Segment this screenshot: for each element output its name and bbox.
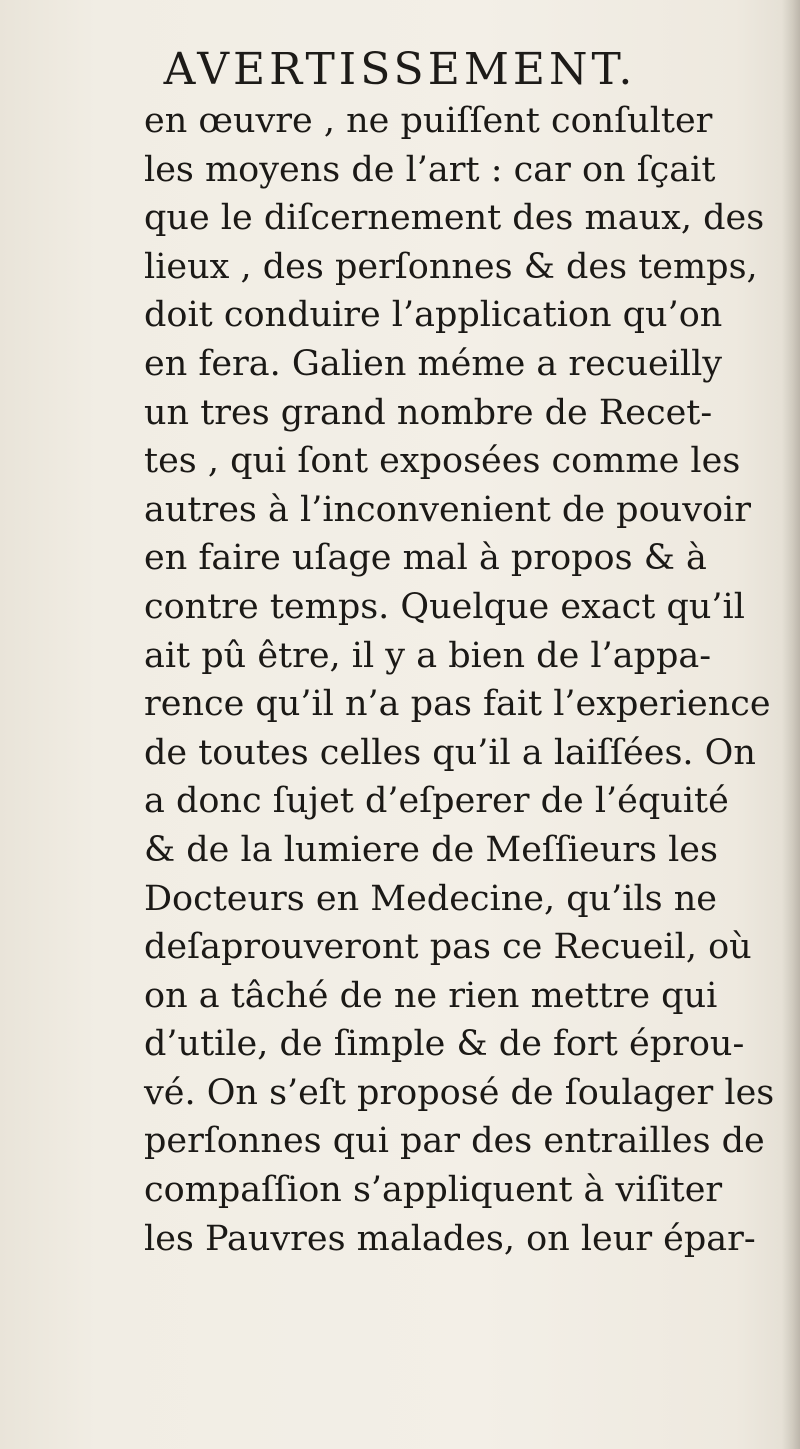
text-line: & de la lumiere de Meſſieurs les bbox=[144, 829, 718, 870]
page-body-text bbox=[144, 97, 800, 1263]
text-line: autres à l’inconvenient de pouvoir bbox=[144, 489, 751, 530]
text-line: rence qu’il n’a pas fait l’experience bbox=[144, 684, 771, 725]
text-line: Docteurs en Medecine, qu’ils ne bbox=[144, 878, 718, 919]
text-line: a donc ſujet d’eſperer de l’équité bbox=[144, 781, 729, 822]
page-title: AVERTISSEMENT. bbox=[163, 44, 637, 95]
text-line: tes , qui ſont exposées comme les bbox=[144, 441, 741, 482]
text-line: que le diſcernement des maux, des bbox=[144, 198, 765, 239]
text-line: perſonnes qui par des entrailles de bbox=[144, 1121, 765, 1162]
text-line: les Pauvres malades, on leur épar- bbox=[144, 1218, 756, 1259]
text-line: en œuvre , ne puiſſent conſulter bbox=[144, 101, 713, 141]
text-line: on a tâché de ne rien mettre qui bbox=[144, 975, 718, 1016]
text-line: un tres grand nombre de Recet- bbox=[144, 392, 713, 433]
text-line: doit conduire l’application qu’on bbox=[144, 295, 723, 336]
text-line: en fera. Galien méme a recueilly bbox=[144, 343, 723, 384]
text-line: de toutes celles qu’il a laiſſées. On bbox=[144, 732, 756, 773]
text-line: contre temps. Quelque exact qu’il bbox=[144, 586, 745, 627]
text-line: en faire uſage mal à propos & à bbox=[144, 538, 707, 579]
text-line: compaſſion s’appliquent à viſiter bbox=[144, 1170, 723, 1211]
text-line: ait pû être, il y a bien de l’appa- bbox=[144, 635, 712, 676]
text-line: d’utile, de ſimple & de fort éprou- bbox=[144, 1024, 745, 1065]
text-line: les moyens de l’art : car on ſçait bbox=[144, 149, 716, 190]
text-line: deſaprouveront pas ce Recueil, où bbox=[144, 927, 752, 968]
text-line: lieux , des perſonnes & des temps, bbox=[144, 246, 758, 287]
text-line: vé. On s’eſt proposé de ſoulager les bbox=[144, 1072, 775, 1113]
